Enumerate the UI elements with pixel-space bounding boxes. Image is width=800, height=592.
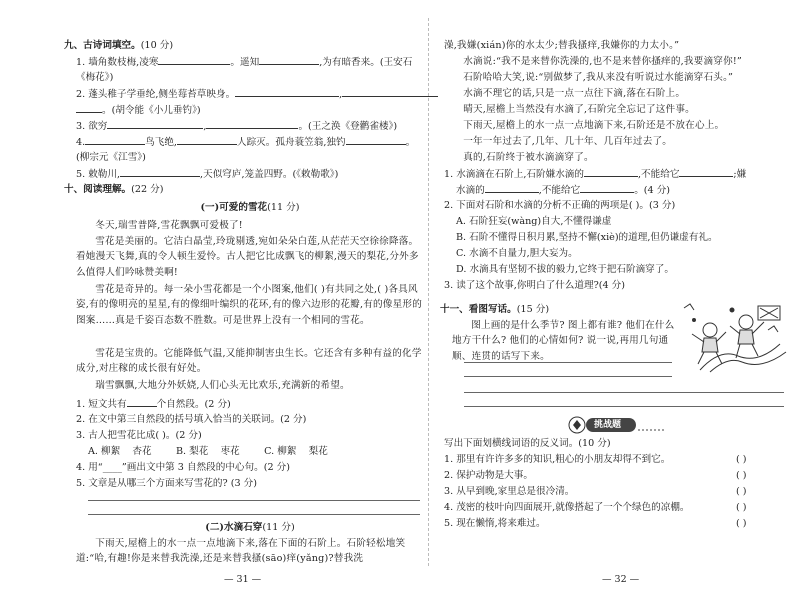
answer-blank[interactable]: [85, 134, 145, 145]
challenge-question-4: 4. 茂密的枝叶向四面展开,就像搭起了一个个绿色的凉棚。: [444, 502, 690, 513]
answer-paren[interactable]: ( ): [736, 502, 747, 513]
passage-2-paragraph: 石阶哈哈大笑,说:“别做梦了,我从来没有听说过水能滴穿石头。”: [463, 72, 734, 83]
challenge-question-2: 2. 保护动物是大事。: [444, 470, 533, 481]
answer-blank[interactable]: [580, 182, 634, 193]
answer-blank[interactable]: [76, 102, 102, 113]
answer-blank[interactable]: [177, 134, 237, 145]
passage-1-paragraph: 冬天,瑞雪普降,雪花飘飘可爱极了!: [95, 220, 243, 231]
passage-1-paragraph: 雪花是奇异的。每一朵小雪花都是一个小图案,他们( )有共同之处,( )各具风姿,有的像明亮的星星,有的像细叶编织的花环,有的像六边形的花瓣,有的像星形的图案……真是千姿百态数不胜数。可是世界上没有一个相同的雪花。: [76, 284, 422, 326]
p1-question-1: 1. 短文共有 个自然段。(2 分): [76, 396, 231, 412]
page-number: — 31 —: [224, 574, 262, 585]
s9-q4-source: (柳宗元《江雪》): [76, 152, 146, 163]
passage-1-paragraph: 雪花是宝贵的。它能降低气温,又能抑制害虫生长。它还含有多种有益的化学成分,对庄稼的成长很有好处。: [76, 348, 422, 375]
s9-question-2-cont: 。(胡令能《小儿垂钓》): [76, 102, 201, 118]
p2-option-d: D. 水滴具有坚韧不拔的毅力,它终于把石阶滴穿了。: [456, 264, 674, 275]
p2-question-1: 1. 水滴滴在石阶上,石阶嫌水滴的 ,不能给它 ;嫌: [444, 166, 746, 182]
section-11-title: 十一、看图写话。: [440, 304, 517, 315]
p2-option-a: A. 石阶狂妄(wàng)自大,不懂得谦虚: [456, 216, 612, 227]
left-page: [64, 0, 436, 592]
page-divider: [428, 18, 429, 566]
answer-line[interactable]: [88, 500, 420, 501]
answer-line[interactable]: [464, 376, 672, 377]
passage-2-heading: (二)水滴石穿(11 分): [205, 522, 295, 533]
section-9-heading: [64, 38, 173, 53]
challenge-instructions: 写出下面划横线词语的反义词。(10 分): [444, 438, 611, 449]
p1-question-4: 4. 用“____”画出文中第 3 自然段的中心句。(2 分): [76, 462, 290, 473]
passage-1-paragraph: 雪花是美丽的。它洁白晶莹,玲珑剔透,宛如朵朵白莲,从茫茫天空徐徐降落。看她漫天飞舞,真的令人顿生爱怜。古人把它比成飘飞的柳絮,漫天的梨花,分外多么值得人们吟咏赞美啊!: [76, 236, 419, 278]
passage-2-paragraph: 一年一年过去了,几年、几十年、几百年过去了。: [463, 136, 673, 147]
challenge-question-1: 1. 那里有许许多多的知识,粗心的小朋友却得不到它。: [444, 454, 671, 465]
s9-question-4: 4. 鸟飞绝, 人踪灭。孤舟蓑笠翁,独钓 。: [76, 134, 415, 150]
answer-paren[interactable]: ( ): [736, 470, 747, 481]
picture-writing-prompt: 图上画的是什么季节? 图上都有谁? 他们在什么地方干什么? 他们的心情如何? 说一说,再用几句通顺、连贯的话写下来。: [452, 320, 675, 362]
section-9-score: (10 分): [140, 40, 174, 51]
answer-paren[interactable]: ( ): [736, 454, 747, 465]
passage-2-paragraph: 晴天,屋檐上当然没有水滴了,石阶完全忘记了这件事。: [463, 104, 695, 115]
p2-question-1-cont: 水滴的 ,不能给它 。(4 分): [456, 182, 670, 198]
answer-blank[interactable]: [206, 118, 298, 129]
s9-question-5: 5. 敕勒川, ,天似穹庐,笼盖四野。(《敕勒歌》): [76, 166, 338, 182]
s9-question-3: 3. 欲穷 , 。(王之涣《登鹳雀楼》): [76, 118, 397, 134]
answer-line[interactable]: [464, 406, 784, 407]
answer-blank[interactable]: [259, 54, 319, 65]
answer-blank[interactable]: [235, 86, 339, 97]
section-9-title: 九、古诗词填空。: [64, 40, 141, 51]
page-number: — 32 —: [602, 574, 640, 585]
p1-question-3: 3. 古人把雪花比成( )。(2 分): [76, 430, 202, 441]
answer-line[interactable]: [464, 362, 672, 363]
s9-question-2: 2. 蓬头稚子学垂纶,侧坐莓苔草映身。 ,: [76, 86, 438, 102]
answer-line[interactable]: [464, 392, 784, 393]
p2-question-2: 2. 下面对石阶和水滴的分析不正确的两项是( )。(3 分): [444, 200, 676, 211]
p2-question-3: 3. 读了这个故事,你明白了什么道理?(4 分): [444, 280, 625, 291]
passage-1-heading: (一)可爱的雪花(11 分): [200, 202, 300, 213]
answer-paren[interactable]: ( ): [736, 486, 747, 497]
answer-blank[interactable]: [346, 134, 406, 145]
passage-2-paragraph: 下雨天,屋檐上的水一点一点地滴下来,落在下面的石阶上。石阶轻松地笑道:“哈,有趣!你是来替我洗澡,还是来替我搔(sāo)痒(yǎng)?替我洗: [76, 538, 406, 565]
answer-blank[interactable]: [342, 86, 438, 97]
answer-blank[interactable]: [107, 118, 203, 129]
answer-blank[interactable]: [158, 54, 230, 65]
p2-option-b: B. 石阶不懂得日积月累,坚持不懈(xiè)的道理,但仍谦虚有礼。: [456, 232, 718, 243]
section-10-heading: [64, 182, 164, 197]
answer-paren[interactable]: ( ): [736, 518, 747, 529]
challenge-question-5: 5. 现在懒惰,将来难过。: [444, 518, 546, 529]
children-playing-illustration: [680, 300, 788, 374]
section-10-title: 十、阅读理解。: [64, 184, 132, 195]
answer-blank[interactable]: [679, 166, 733, 177]
passage-1-title: (一)可爱的雪花: [200, 202, 268, 213]
answer-blank[interactable]: [127, 396, 157, 407]
section-11-score: (15 分): [516, 304, 550, 315]
answer-line[interactable]: [88, 514, 420, 515]
s9-question-1: 1. 墙角数枝梅,凌寒 。遥知 ,为有暗香来。(王安石: [76, 54, 412, 70]
passage-2-paragraph: 水滴说:“我不是来替你洗澡的,也不是来替你搔痒的,我要滴穿你!”: [463, 56, 743, 67]
passage-2-title: (二)水滴石穿: [205, 522, 263, 533]
passage-2-paragraph: 下雨天,屋檐上的水一点一点地滴下来,石阶还是不放在心上。: [463, 120, 725, 131]
answer-blank[interactable]: [485, 182, 539, 193]
right-page: [440, 0, 796, 592]
passage-2-paragraph: 澡,我嫌(xián)你的水太少;替我搔痒,我嫌你的力太小。”: [444, 40, 680, 51]
s9-q1-source: 《梅花》): [76, 72, 114, 83]
answer-blank[interactable]: [120, 166, 200, 177]
p1-question-5: 5. 文章是从哪三个方面来写雪花的? (3 分): [76, 478, 257, 489]
passage-2-paragraph: 水滴不理它的话,只是一点一点往下滴,落在石阶上。: [463, 88, 686, 99]
passage-1-paragraph: 瑞雪飘飘,大地分外妖娆,人们心头无比欢乐,充满新的希望。: [95, 380, 350, 391]
challenge-badge-label: 挑战题: [594, 420, 622, 430]
p1-question-3-options: A. 柳絮 杏花 B. 梨花 枣花 C. 柳絮 梨花: [88, 446, 328, 457]
section-11-heading: [440, 302, 549, 317]
passage-2-paragraph: 真的,石阶终于被水滴滴穿了。: [463, 152, 594, 163]
section-10-score: (22 分): [131, 184, 164, 195]
challenge-question-3: 3. 从早到晚,家里总是很冷清。: [444, 486, 575, 497]
answer-blank[interactable]: [584, 166, 638, 177]
p2-option-c: C. 水滴不自量力,胆大妄为。: [456, 248, 578, 259]
p1-question-2: 2. 在文中第三自然段的括号填入恰当的关联词。(2 分): [76, 414, 307, 425]
